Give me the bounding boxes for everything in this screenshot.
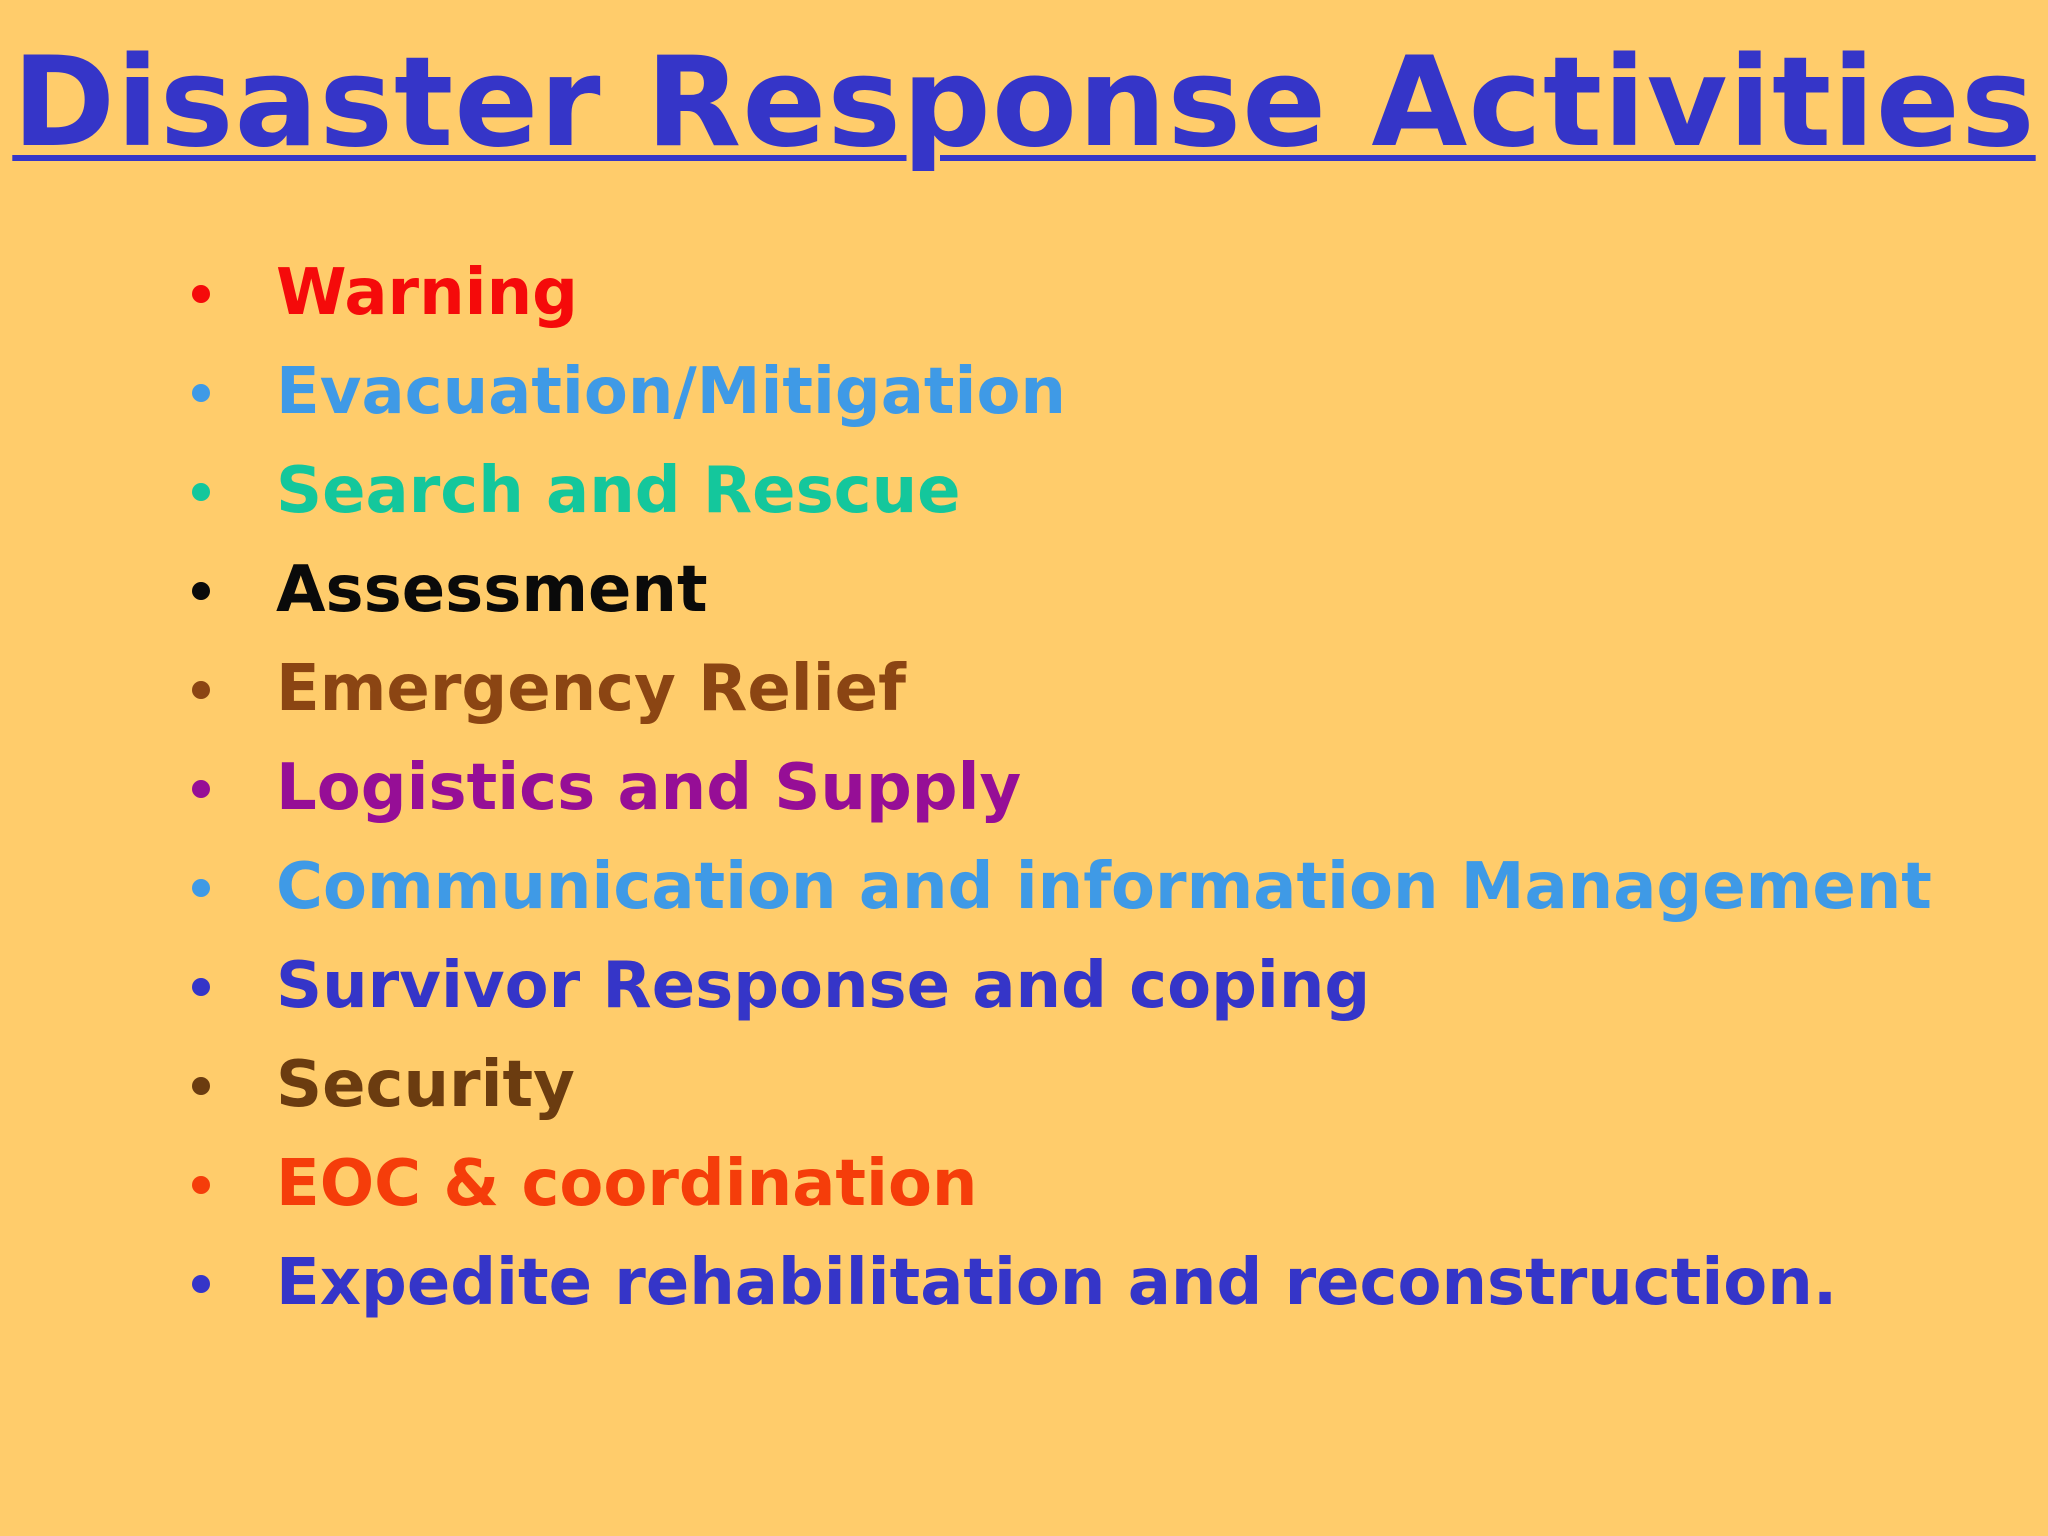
bullet-dot-icon xyxy=(192,978,210,996)
bullet-dot-icon xyxy=(192,681,210,699)
bullet-dot-icon xyxy=(192,780,210,798)
bullet-text: Search and Rescue xyxy=(276,454,961,528)
bullet-dot-icon xyxy=(192,483,210,501)
bullet-text: Logistics and Supply xyxy=(276,751,1022,825)
bullet-item xyxy=(184,244,1932,343)
bullet-item xyxy=(184,739,1932,838)
slide-title: Disaster Response Activities xyxy=(12,31,2036,175)
bullet-list xyxy=(184,244,1932,1333)
bullet-dot-icon xyxy=(192,879,210,897)
bullet-dot-icon xyxy=(192,1077,210,1095)
bullet-text: Expedite rehabilitation and reconstruction. xyxy=(276,1246,1838,1320)
bullet-dot-icon xyxy=(192,1275,210,1293)
bullet-item xyxy=(184,343,1932,442)
bullet-dot-icon xyxy=(192,582,210,600)
bullet-text: Security xyxy=(276,1048,575,1122)
bullet-item xyxy=(184,1234,1932,1333)
bullet-text: EOC & coordination xyxy=(276,1147,978,1221)
bullet-item xyxy=(184,541,1932,640)
bullet-text: Communication and information Management xyxy=(276,850,1932,924)
bullet-text: Assessment xyxy=(276,553,708,627)
bullet-item xyxy=(184,442,1932,541)
bullet-text: Evacuation/Mitigation xyxy=(276,355,1066,429)
bullet-dot-icon xyxy=(192,285,210,303)
bullet-text: Survivor Response and coping xyxy=(276,949,1371,1023)
bullet-dot-icon xyxy=(192,1176,210,1194)
bullet-item xyxy=(184,1135,1932,1234)
bullet-text: Warning xyxy=(276,256,578,330)
bullet-item xyxy=(184,1036,1932,1135)
bullet-item xyxy=(184,937,1932,1036)
bullet-item xyxy=(184,640,1932,739)
bullet-item xyxy=(184,838,1932,937)
bullet-dot-icon xyxy=(192,384,210,402)
bullet-text: Emergency Relief xyxy=(276,652,906,726)
